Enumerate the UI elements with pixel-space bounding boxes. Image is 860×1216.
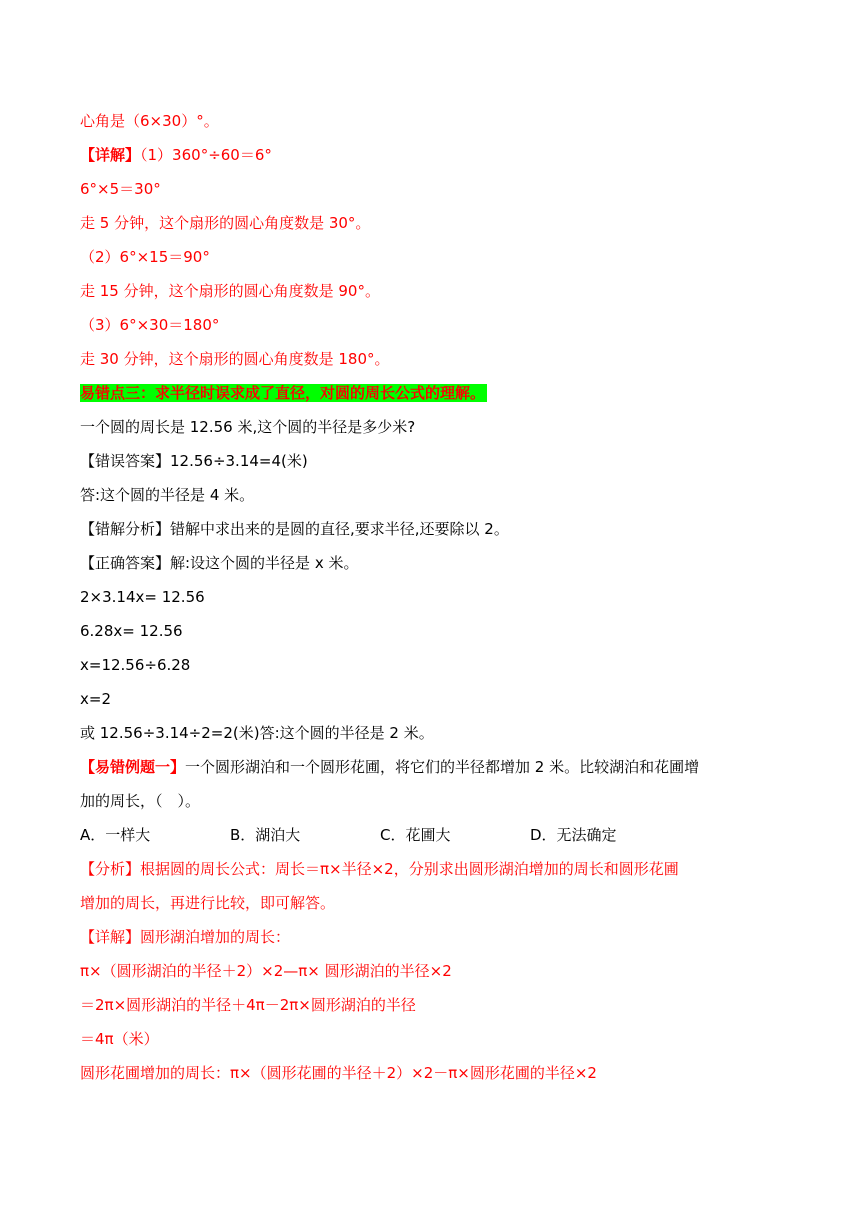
text-line: 走 15 分钟，这个扇形的圆心角度数是 90°。: [80, 282, 380, 300]
section-heading-line: [80, 382, 487, 404]
detail-tag: 【详解】: [80, 146, 141, 164]
text-line: 【错解分析】错解中求出来的是圆的直径,要求半径,还要除以 2。: [80, 520, 509, 538]
text-line: 增加的周长，再进行比较，即可解答。: [80, 894, 336, 912]
example-question-line: [80, 756, 699, 778]
options-row: [80, 824, 617, 846]
example-tag: 【易错例题一】: [80, 758, 186, 776]
text-line: 答:这个圆的半径是 4 米。: [80, 486, 255, 504]
text-line: 走 30 分钟，这个扇形的圆心角度数是 180°。: [80, 350, 390, 368]
text-line: 加的周长，（ ）。: [80, 792, 201, 810]
option-b: B．湖泊大: [230, 826, 301, 844]
solution-text: （1）360°÷60＝6°: [140, 146, 272, 164]
text-line: 6°×5＝30°: [80, 180, 161, 198]
equation-line: 圆形花圃增加的周长：π×（圆形花圃的半径＋2）×2－π×圆形花圃的半径×2: [80, 1064, 597, 1082]
question-text: 一个圆的周长是 12.56 米,这个圆的半径是多少米?: [80, 418, 416, 436]
text-line: （3）6°×30＝180°: [80, 316, 220, 334]
text-line: 【错误答案】12.56÷3.14=4(米): [80, 452, 308, 470]
text-line: （2）6°×15＝90°: [80, 248, 210, 266]
text-line: 【详解】圆形湖泊增加的周长：: [80, 928, 291, 946]
equation-line: π×（圆形湖泊的半径＋2）×2—π× 圆形湖泊的半径×2: [80, 962, 452, 980]
equation-line: x=12.56÷6.28: [80, 656, 191, 674]
text-line: 【正确答案】解:设这个圆的半径是 x 米。: [80, 554, 359, 572]
text-line: 心角是（6×30）°。: [80, 112, 219, 130]
equation-line: x=2: [80, 690, 111, 708]
equation-line: 6.28x= 12.56: [80, 622, 183, 640]
solution-line: [80, 144, 272, 166]
option-c: C．花圃大: [380, 826, 451, 844]
equation-line: 2×3.14x= 12.56: [80, 588, 205, 606]
text-line: 走 5 分钟，这个扇形的圆心角度数是 30°。: [80, 214, 371, 232]
equation-line: ＝4π（米）: [80, 1030, 159, 1048]
option-d: D．无法确定: [530, 826, 617, 844]
option-a: A．一样大: [80, 826, 151, 844]
text-line: 或 12.56÷3.14÷2=2(米)答:这个圆的半径是 2 米。: [80, 724, 434, 742]
equation-line: ＝2π×圆形湖泊的半径＋4π－2π×圆形湖泊的半径: [80, 996, 416, 1014]
highlighted-heading: 易错点三：求半径时误求成了直径，对圆的周长公式的理解。: [80, 384, 486, 402]
analysis-line: 【分析】根据圆的周长公式：周长＝π×半径×2，分别求出圆形湖泊增加的周长和圆形花圃: [80, 860, 679, 878]
example-text: 一个圆形湖泊和一个圆形花圃，将它们的半径都增加 2 米。比较湖泊和花圃增: [185, 758, 700, 776]
